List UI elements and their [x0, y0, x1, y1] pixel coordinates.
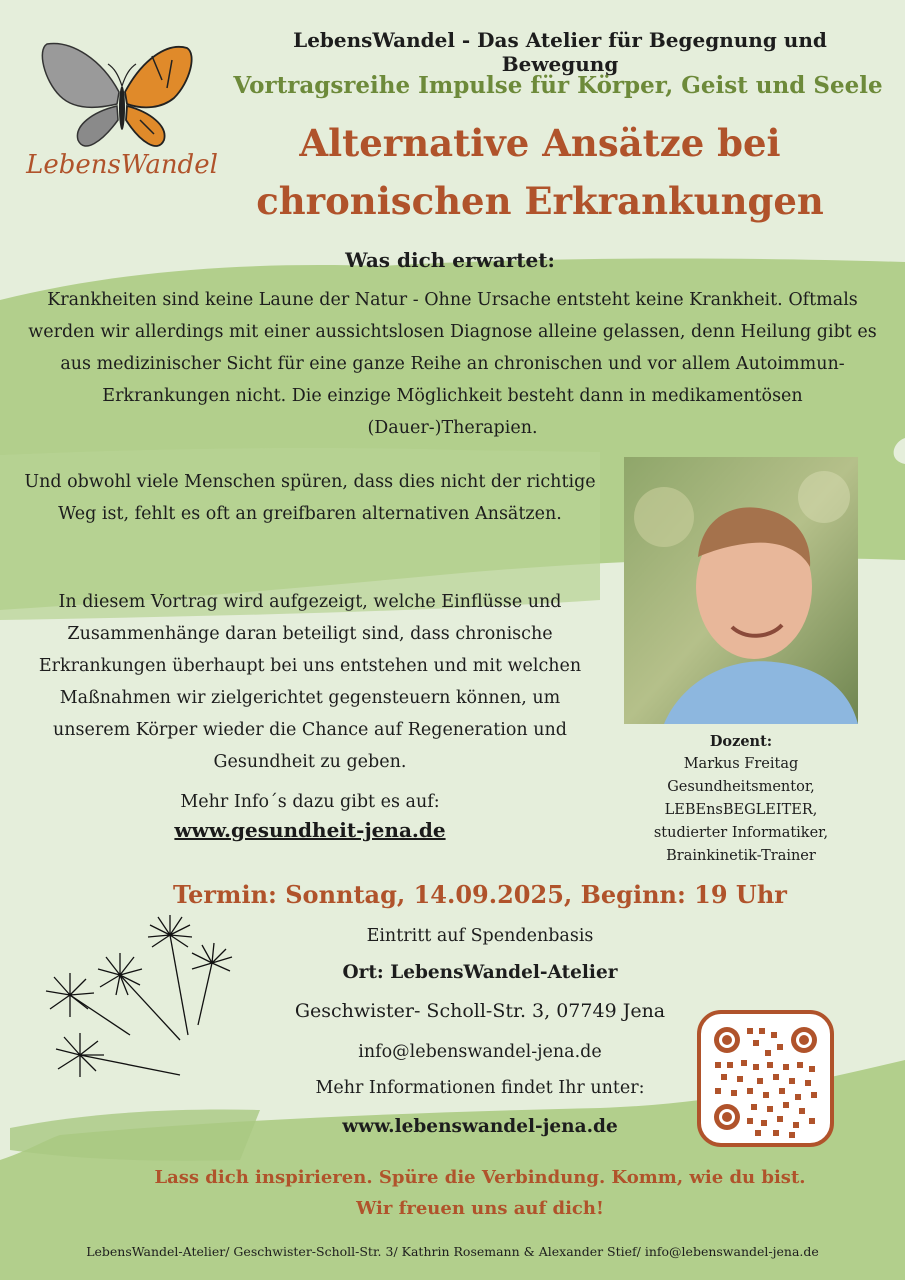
intro-paragraph: Krankheiten sind keine Laune der Natur - Ohne Ursache entsteht keine Krankheit. Oftmals werden wir allerdings mit einer aussichtslosen Diagnose alleine gelassen, denn Heilung gibt es aus medizinischer Sicht für eine ganze Reihe an chronischen und vor allem Autoimmun-Erkrankungen nicht. Die einzige Möglichkeit besteht dann in medikamentösen (Dauer-)Therapien.: [28, 290, 877, 438]
lecturer-role-4: Brainkinetik-Trainer: [666, 848, 816, 864]
lecturer-label: Dozent:: [709, 733, 773, 750]
dandelion-seeds-illustration: [30, 905, 260, 1095]
lecturer-role-3: studierter Informatiker,: [653, 825, 829, 841]
butterfly-logo: [22, 30, 222, 210]
tagline-line2: Wir freuen uns auf dich!: [356, 1198, 604, 1219]
main-title: [215, 114, 865, 230]
event-date: Termin: Sonntag, 14.09.2025, Beginn: 19 Uhr: [173, 880, 787, 909]
website-link-gesundheit[interactable]: www.gesundheit-jena.de: [174, 818, 446, 842]
lecturer-photo: [624, 457, 858, 724]
logo-wordmark: LebensWandel: [26, 150, 218, 180]
lecturer-info: [620, 730, 862, 868]
main-title-line1: Alternative Ansätze bei: [299, 121, 781, 165]
lecturer-role-1: Gesundheitsmentor,: [667, 779, 815, 795]
tagline: [100, 1162, 860, 1224]
section-heading: Was dich erwartet:: [345, 248, 555, 272]
tagline-line1: Lass dich inspirieren. Spüre die Verbindung. Komm, wie du bist.: [154, 1167, 806, 1188]
paragraph-2: Und obwohl viele Menschen spüren, dass dies nicht der richtige Weg ist, fehlt es oft an greifbaren alternativen Ansätzen.: [24, 472, 596, 524]
website-link-lebenswandel[interactable]: www.lebenswandel-jena.de: [342, 1116, 618, 1137]
event-location: Ort: LebensWandel-Atelier: [342, 962, 618, 983]
series-title: Vortragsreihe Impulse für Körper, Geist und Seele: [233, 72, 883, 99]
event-address: Geschwister- Scholl-Str. 3, 07749 Jena: [294, 1000, 666, 1022]
lecturer-role-2: LEBEnsBEGLEITER,: [664, 802, 818, 818]
organisation-line: LebensWandel - Das Atelier für Begegnung und Bewegung: [293, 28, 827, 76]
main-title-line2: chronischen Erkrankungen: [256, 179, 824, 223]
qr-code[interactable]: [697, 1010, 834, 1147]
lecturer-name: Markus Freitag: [683, 756, 799, 772]
paragraph-3: In diesem Vortrag wird aufgezeigt, welche Einflüsse und Zusammenhänge daran beteiligt sind, dass chronische Erkrankungen überhaupt bei uns entstehen und mit welchen Maßnahmen wir zielgerichtet gegensteuern können, um unserem Körper wieder die Chance auf Regeneration und Gesundheit zu geben.: [38, 592, 582, 772]
entry-info: Eintritt auf Spendenbasis: [366, 926, 594, 946]
contact-email[interactable]: info@lebenswandel-jena.de: [358, 1042, 602, 1062]
footer: LebensWandel-Atelier/ Geschwister-Scholl-Str. 3/ Kathrin Rosemann & Alexander Stief/ info@lebenswandel-jena.de: [86, 1244, 819, 1259]
more-info-label: Mehr Info´s dazu gibt es auf:: [180, 792, 440, 812]
more-info-label-2: Mehr Informationen findet Ihr unter:: [315, 1078, 645, 1098]
